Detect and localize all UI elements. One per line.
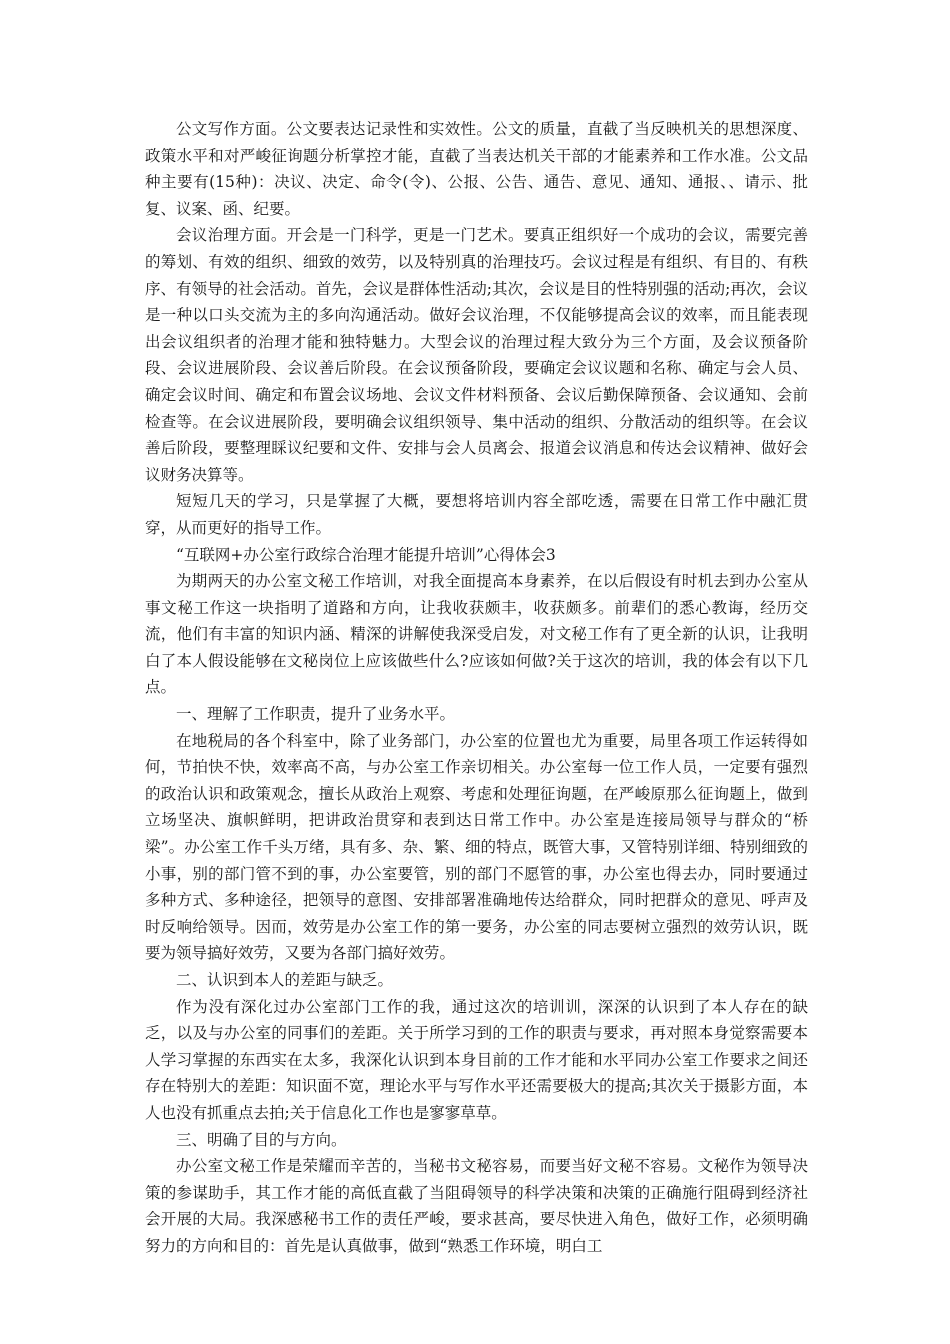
paragraph-point-two: 作为没有深化过办公室部门工作的我，通过这次的培训训，深深的认识到了本人存在的缺乏，以及与办公室的同事们的差距。关于所学习到的工作的职责与要求，再对照本身觉察需要本人学习掌握的东西实在太多，我深化认识到本身目前的工作才能和水平同办公室工作要求之间还存在特别大的差距：知识面不宽，理论水平与写作水平还需要极大的提高;其次关于摄影方面，本人也没有抓重点去拍;关于信息化工作也是寥寥草草。 [145,997,808,1122]
paragraph-study-summary: 短短几天的学习，只是掌握了大概，要想将培训内容全部吃透，需要在日常工作中融汇贯穿，从而更好的指导工作。 [145,492,808,537]
section-title: “互联网+办公室行政综合治理才能提升培训”心得体会3 [176,545,556,564]
heading-point-three: 三、明确了目的与方向。 [176,1130,347,1149]
document-body [145,116,808,1260]
heading-point-two: 二、认识到本人的差距与缺乏。 [176,971,394,989]
paragraph-document-writing: 公文写作方面。公文要表达记录性和实效性。公文的质量，直截了当反映机关的思想深度、政策水平和对严峻征询题分析掌控才能，直截了当表达机关干部的才能素养和工作水准。公文品种主要有(15种)：决议、决定、命令(令)、公报、公告、通告、意见、通知、通报、、请示、批复、议案、函、纪要。 [145,120,808,218]
paragraph-introduction: 为期两天的办公室文秘工作培训，对我全面提高本身素养，在以后假设有时机去到办公室从事文秘工作这一块指明了道路和方向，让我收获颇丰，收获颇多。前辈们的悉心教诲，经历交流，他们有丰富的知识内涵、精深的讲解使我深受启发，对文秘工作有了更全新的认识，让我明白了本人假设能够在文秘岗位上应该做些什么?应该如何做?关于这次的培训，我的体会有以下几点。 [145,572,808,697]
paragraph-point-one: 在地税局的各个科室中，除了业务部门，办公室的位置也尤为重要，局里各项工作运转得如何，节拍快不快，效率高不高，与办公室工作亲切相关。办公室每一位工作人员，一定要有强烈的政治认识和政策观念，擅长从政治上观察、考虑和处理征询题，在严峻原那么征询题上，做到立场坚决、旗帜鲜明，把讲政治贯穿和表到达日常工作中。办公室是连接局领导与群众的“桥梁”。办公室工作千头万绪，具有多、杂、繁、细的特点，既管大事，又管特别详细、特别细致的小事，别的部门管不到的事，办公室要管，别的部门不愿管的事，办公室也得去办，同时要通过多种方式、多种途径，把领导的意图、安排部署准确地传达给群众，同时把群众的意见、呼声及时反响给领导。因而，效劳是办公室工作的第一要务，办公室的同志要树立强烈的效劳认识，既要为领导搞好效劳，又要为各部门搞好效劳。 [145,731,808,963]
paragraph-point-three: 办公室文秘工作是荣耀而辛苦的，当秘书文秘容易，而要当好文秘不容易。文秘作为领导决策的参谋助手，其工作才能的高低直截了当阻碍领导的科学决策和决策的正确施行阻碍到经济社会开展的大局。我深感秘书工作的责任严峻，要求甚高，要尽快进入角色，做好工作，必须明确努力的方向和目的：首先是认真做事，做到“熟悉工作环境，明白工 [145,1157,808,1255]
paragraph-meeting-management: 会议治理方面。开会是一门科学，更是一门艺术。要真正组织好一个成功的会议，需要完善的筹划、有效的组织、细致的效劳，以及特别真的治理技巧。会议过程是有组织、有目的、有秩序、有领导的社会活动。首先，会议是群体性活动;其次，会议是目的性特别强的活动;再次，会议是一种以口头交流为主的多向沟通活动。做好会议治理，不仅能够提高会议的效率，而且能表现出会议组织者的治理才能和独特魅力。大型会议的治理过程大致分为三个方面，及会议预备阶段、会议进展阶段、会议善后阶段。在会议预备阶段，要确定会议议题和名称、确定与会人员、确定会议时间、确定和布置会议场地、会议文件材料预备、会议后勤保障预备、会议通知、会前检查等。在会议进展阶段，要明确会议组织领导、集中活动的组织、分散活动的组织等。在会议善后阶段，要整理睬议纪要和文件、安排与会人员离会、报道会议消息和传达会议精神、做好会议财务决算等。 [145,226,808,484]
heading-point-one: 一、理解了工作职责，提升了业务水平。 [176,705,456,724]
